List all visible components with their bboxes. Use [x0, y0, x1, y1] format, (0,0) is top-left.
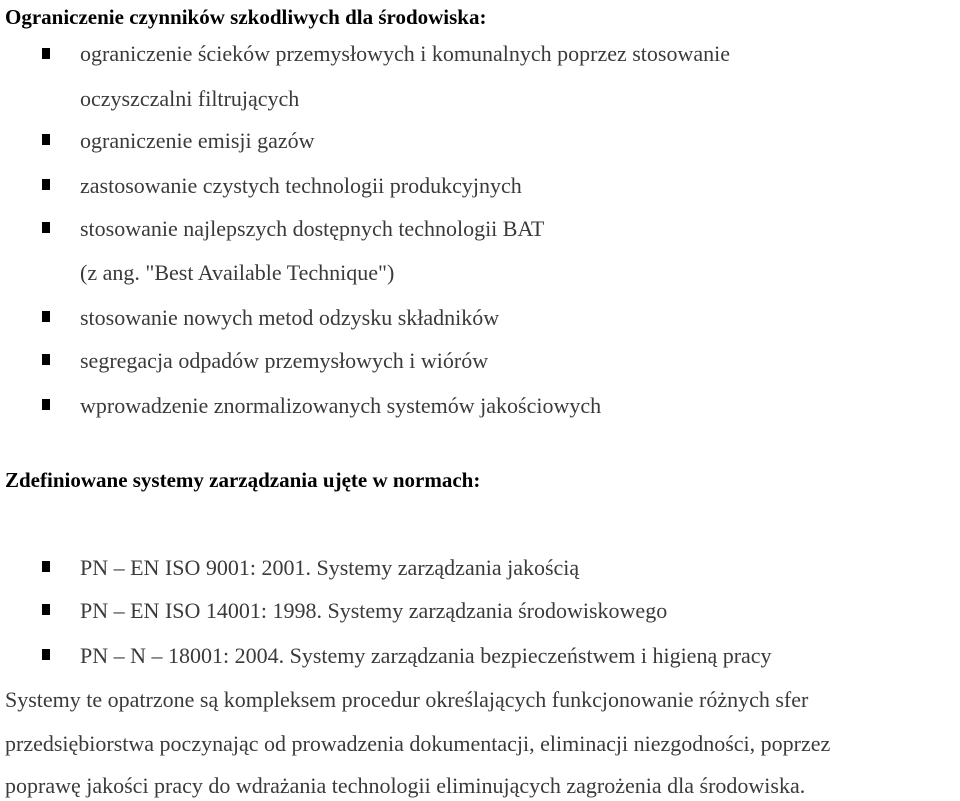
square-bullet-icon — [42, 561, 50, 572]
list-item: PN – EN ISO 9001: 2001. Systemy zarządzania jakością — [80, 555, 580, 580]
paragraph-line: poprawę jakości pracy do wdrażania technologii eliminujących zagrożenia dla środowiska. — [5, 773, 806, 798]
list-item-continuation: (z ang. "Best Available Technique") — [80, 260, 395, 285]
list-item: segregacja odpadów przemysłowych i wiórów — [80, 348, 489, 373]
section-heading-harmful-factors: Ograniczenie czynników szkodliwych dla środowiska: — [5, 5, 487, 29]
list-item-continuation: oczyszczalni filtrujących — [80, 86, 300, 111]
list-item: wprowadzenie znormalizowanych systemów jakościowych — [80, 393, 602, 418]
list-item: ograniczenie emisji gazów — [80, 128, 315, 153]
section-heading-management-systems: Zdefiniowane systemy zarządzania ujęte w normach: — [5, 468, 481, 492]
list-item: PN – EN ISO 14001: 1998. Systemy zarządzania środowiskowego — [80, 598, 668, 623]
paragraph-line: Systemy te opatrzone są kompleksem procedur określających funkcjonowanie różnych sfer — [5, 687, 809, 712]
list-item: PN – N – 18001: 2004. Systemy zarządzania bezpieczeństwem i higieną pracy — [80, 643, 772, 668]
square-bullet-icon — [42, 179, 50, 190]
square-bullet-icon — [42, 311, 50, 322]
list-item: stosowanie nowych metod odzysku składników — [80, 305, 500, 330]
list-item: ograniczenie ścieków przemysłowych i komunalnych poprzez stosowanie — [80, 41, 731, 66]
square-bullet-icon — [42, 48, 50, 59]
square-bullet-icon — [42, 649, 50, 660]
square-bullet-icon — [42, 222, 50, 233]
list-item: zastosowanie czystych technologii produkcyjnych — [80, 173, 522, 198]
square-bullet-icon — [42, 399, 50, 410]
square-bullet-icon — [42, 604, 50, 615]
square-bullet-icon — [42, 134, 50, 145]
list-item: stosowanie najlepszych dostępnych technologii BAT — [80, 216, 545, 241]
paragraph-line: przedsiębiorstwa poczynając od prowadzenia dokumentacji, eliminacji niezgodności, poprzez — [5, 731, 831, 756]
square-bullet-icon — [42, 354, 50, 365]
